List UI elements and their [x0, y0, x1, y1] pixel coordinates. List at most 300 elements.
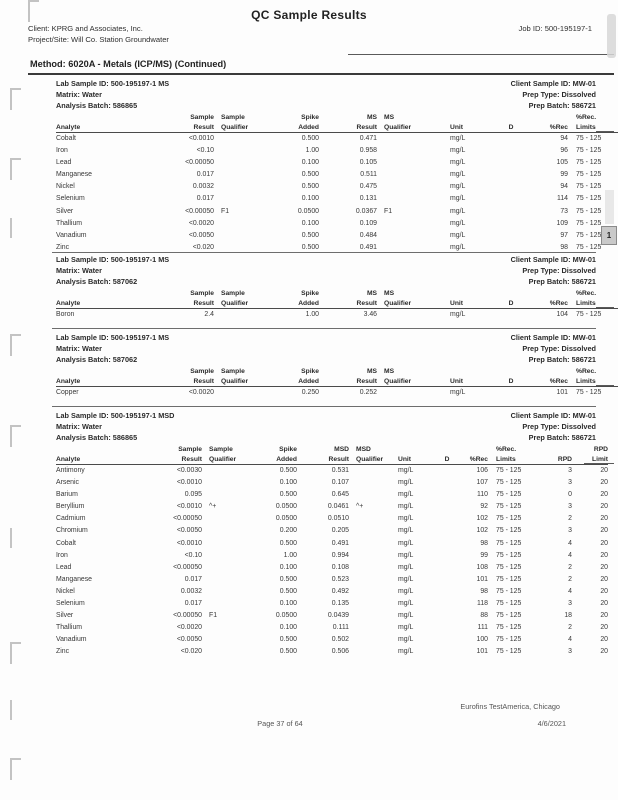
column-header [56, 445, 156, 455]
cell: mg/L [450, 159, 466, 167]
client-sample-id: Client Sample ID: MW-01 [510, 333, 596, 342]
cell [349, 634, 392, 646]
cell: Arsenic [56, 479, 79, 487]
cell [498, 206, 524, 218]
cell: 0.0367 [355, 207, 377, 215]
results-table [56, 113, 618, 254]
cell: mg/L [398, 648, 414, 656]
cell [498, 230, 524, 242]
cell [438, 562, 456, 574]
cell: Silver [56, 207, 74, 215]
cell: 0.645 [331, 491, 349, 499]
cell: Antimony [56, 467, 85, 474]
cell: Selenium [56, 600, 85, 608]
cell: 75 - 125 [496, 551, 522, 559]
cell: 0.531 [331, 467, 349, 474]
cell: 104 [556, 311, 568, 318]
cell [349, 550, 392, 562]
block-divider [52, 406, 596, 407]
cell: 20 [600, 612, 608, 620]
cell: 20 [600, 575, 608, 583]
cell: 0.500 [279, 636, 297, 644]
lab-sample-id: Lab Sample ID: 500-195197-1 MSD [56, 411, 175, 420]
column-header: RPD [544, 455, 572, 465]
lab-sample-id: Lab Sample ID: 500-195197-1 MS [56, 79, 170, 88]
prep-batch: Prep Batch: 586721 [528, 355, 596, 365]
cell: 1.00 [305, 147, 319, 155]
column-header: Sample [190, 114, 214, 121]
cell [202, 646, 253, 658]
qc-block-msd-586865 [56, 410, 608, 659]
cell [349, 525, 392, 537]
cell: 2.4 [204, 311, 214, 318]
cell: <0.0050 [188, 231, 214, 239]
column-header: MS [366, 114, 377, 121]
cell [438, 634, 456, 646]
matrix: Matrix: Water [56, 266, 102, 276]
cell: 20 [600, 527, 608, 535]
cell [377, 230, 434, 242]
cell: 0.491 [359, 243, 377, 251]
cell: 20 [600, 600, 608, 608]
cell: 0.500 [279, 648, 297, 656]
table-row [56, 646, 608, 658]
column-header: Qualifier [377, 123, 434, 133]
cell: <0.10 [184, 551, 202, 559]
scan-artifact-bracket [10, 88, 21, 110]
scan-artifact-line [596, 307, 614, 308]
cell: <0.0010 [176, 539, 202, 547]
cell: 20 [600, 515, 608, 523]
cell: 75 - 125 [576, 195, 602, 203]
table-row [56, 145, 618, 157]
scan-artifact-bracket [10, 218, 21, 238]
column-header: D [498, 299, 524, 309]
cell: <0.0020 [176, 624, 202, 632]
scan-artifact-bracket [10, 700, 21, 720]
matrix: Matrix: Water [56, 90, 102, 100]
cell: 75 - 125 [576, 171, 602, 179]
cell: 1.00 [305, 311, 319, 318]
cell [202, 525, 253, 537]
results-table [56, 367, 618, 399]
cell: Boron [56, 311, 75, 318]
cell: <0.00050 [173, 612, 202, 620]
cell [349, 598, 392, 610]
scan-artifact-bracket [10, 642, 21, 664]
column-header: %Rec. [576, 114, 597, 121]
column-header [56, 367, 174, 377]
header-row [56, 367, 618, 377]
cell: 75 - 125 [576, 183, 602, 191]
cell [377, 218, 434, 230]
cell: 118 [477, 600, 488, 608]
footer-page-number: Page 37 of 64 [257, 719, 303, 728]
column-header: Result [297, 455, 349, 465]
matrix: Matrix: Water [56, 344, 102, 354]
column-header: Limit [572, 455, 608, 465]
cell: 2 [568, 575, 572, 583]
scan-artifact-band [605, 190, 614, 224]
analysis-batch: Analysis Batch: 586865 [56, 101, 138, 111]
cell: <0.00050 [173, 515, 202, 523]
cell: mg/L [450, 389, 466, 396]
cell: Cobalt [56, 539, 76, 547]
column-header: %Rec. [496, 446, 517, 453]
cell: 105 [556, 159, 568, 167]
cell [438, 586, 456, 598]
column-header: Analyte [56, 455, 156, 465]
cell: 114 [557, 195, 568, 203]
cell: 111 [477, 624, 488, 632]
cell: 0.0032 [192, 183, 214, 191]
cell [498, 181, 524, 193]
cell: 97 [560, 231, 568, 239]
cell: 4 [568, 539, 572, 547]
cell: <0.0030 [176, 467, 202, 474]
cell: 75 - 125 [496, 587, 522, 595]
cell: Manganese [56, 575, 93, 583]
cell: 4 [568, 587, 572, 595]
cell: Nickel [56, 587, 75, 595]
table-row [56, 538, 608, 550]
cell: 99 [560, 171, 568, 179]
column-header: Qualifier [377, 299, 434, 309]
cell: 0.100 [279, 563, 297, 571]
column-header: MS [366, 368, 377, 375]
cell: 3 [568, 479, 572, 487]
header-row [56, 299, 618, 309]
cell [498, 218, 524, 230]
header-divider [348, 54, 614, 55]
scan-artifact-line [584, 463, 614, 464]
cell: 20 [600, 479, 608, 487]
cell: 94 [560, 183, 568, 191]
cell [438, 465, 456, 478]
table-row [56, 525, 608, 537]
cell [202, 586, 253, 598]
cell: Beryllium [56, 503, 85, 511]
header-row [56, 377, 618, 387]
table-row [56, 193, 618, 205]
cell [438, 574, 456, 586]
cell [202, 598, 253, 610]
cell: 0.0500 [275, 503, 297, 511]
column-header [498, 113, 524, 123]
analysis-batch: Analysis Batch: 587062 [56, 277, 138, 287]
cell [214, 387, 273, 400]
cell [438, 646, 456, 658]
results-table [56, 289, 618, 321]
cell: mg/L [398, 636, 414, 644]
table-row [56, 634, 608, 646]
cell: Zinc [56, 648, 70, 656]
cell: 0.252 [359, 389, 377, 396]
cell [438, 550, 456, 562]
cell: 20 [600, 539, 608, 547]
cell [214, 145, 273, 157]
cell: 100 [476, 636, 488, 644]
cell: 0.250 [301, 389, 319, 396]
cell [349, 610, 392, 622]
cell: 0.523 [331, 575, 349, 583]
method-underline [28, 73, 614, 75]
column-header: %Rec. [576, 368, 597, 375]
column-header [438, 445, 456, 455]
cell [214, 157, 273, 169]
cell: F1 [384, 207, 393, 215]
cell: 0.100 [279, 624, 297, 632]
cell [349, 465, 392, 478]
cell: Nickel [56, 183, 75, 191]
cell: 108 [476, 563, 488, 571]
column-header: Limits [568, 377, 618, 387]
cell: Iron [56, 551, 68, 559]
prep-batch: Prep Batch: 586721 [528, 101, 596, 111]
cell: <0.0020 [188, 389, 214, 396]
cell: 0.0032 [180, 587, 202, 595]
cell: 0.205 [331, 527, 349, 535]
cell [377, 387, 434, 400]
block-header [56, 78, 596, 112]
cell: 98 [480, 539, 488, 547]
cell: 0.484 [359, 231, 377, 239]
cell: 75 - 125 [496, 491, 522, 499]
cell: Lead [56, 159, 72, 167]
column-header: %Rec. [576, 290, 597, 297]
cell [498, 193, 524, 205]
cell: 0.0500 [297, 207, 319, 215]
column-header: Added [273, 123, 319, 133]
cell: 0.511 [360, 171, 377, 179]
cell [498, 133, 524, 146]
column-header: %Rec [456, 455, 488, 465]
cell [438, 622, 456, 634]
cell: F1 [209, 612, 218, 620]
cell: mg/L [450, 311, 466, 318]
cell [438, 598, 456, 610]
column-header: Spike [279, 446, 297, 453]
cell: 0.500 [279, 587, 297, 595]
cell: 20 [600, 491, 608, 499]
cell: 101 [476, 648, 488, 656]
cell [438, 477, 456, 489]
column-header: Result [156, 455, 202, 465]
cell: 4 [568, 636, 572, 644]
cell: mg/L [398, 539, 414, 547]
cell: 1.00 [283, 551, 297, 559]
cell: 0.0461 [327, 503, 349, 511]
cell: 0.135 [331, 600, 349, 608]
cell: 88 [480, 612, 488, 620]
column-header: D [438, 455, 456, 465]
block-divider [52, 252, 596, 253]
scan-artifact-line [596, 385, 614, 386]
cell: 0 [568, 491, 572, 499]
table-row [56, 562, 608, 574]
client-sample-id: Client Sample ID: MW-01 [510, 255, 596, 264]
cell: 101 [556, 389, 568, 396]
cell [202, 513, 253, 525]
cell [377, 181, 434, 193]
column-header: Added [273, 377, 319, 387]
table-row [56, 574, 608, 586]
column-header [524, 367, 568, 377]
cell [377, 157, 434, 169]
column-header: Limits [568, 299, 618, 309]
column-header: %Rec [524, 377, 568, 387]
cell: 0.492 [331, 587, 349, 595]
cell: <0.00050 [173, 563, 202, 571]
cell [438, 538, 456, 550]
column-header: Result [319, 377, 377, 387]
column-header [434, 367, 498, 377]
cell: <0.00050 [185, 159, 214, 167]
table-row [56, 622, 608, 634]
cell: Copper [56, 389, 79, 396]
column-header: Spike [301, 114, 319, 121]
cell: 75 - 125 [496, 624, 522, 632]
prep-type: Prep Type: Dissolved [522, 344, 596, 354]
cell [498, 387, 524, 400]
column-header: D [498, 123, 524, 133]
table-row [56, 550, 608, 562]
column-header [434, 289, 498, 299]
cell: <0.0010 [176, 503, 202, 511]
header-row [56, 455, 608, 465]
cell: 101 [476, 575, 488, 583]
cell: ^+ [356, 503, 364, 511]
column-header [544, 445, 572, 455]
qc-block-ms-587062-copper [56, 332, 602, 399]
qc-block-ms-586865 [56, 78, 602, 254]
column-header: MS [384, 368, 395, 375]
column-header: Limits [488, 455, 544, 465]
cell [349, 586, 392, 598]
cell: 0.506 [331, 648, 349, 656]
cell [202, 574, 253, 586]
scan-artifact-bracket [10, 758, 21, 780]
analysis-batch: Analysis Batch: 586865 [56, 433, 138, 443]
cell [377, 309, 434, 322]
prep-type: Prep Type: Dissolved [522, 266, 596, 276]
prep-type: Prep Type: Dissolved [522, 422, 596, 432]
cell: 75 - 125 [496, 636, 522, 644]
column-header: Added [273, 299, 319, 309]
cell [349, 574, 392, 586]
table-row [56, 598, 608, 610]
column-header: Result [319, 299, 377, 309]
cell: 75 - 125 [496, 612, 522, 620]
cell: 0.475 [359, 183, 377, 191]
cell: 0.017 [196, 171, 214, 179]
cell: Lead [56, 563, 72, 571]
cell: 0.0500 [275, 612, 297, 620]
column-header: Sample [190, 368, 214, 375]
cell: 20 [600, 467, 608, 474]
cell [498, 309, 524, 322]
cell: <0.020 [192, 243, 214, 251]
column-header: Unit [392, 455, 438, 465]
column-header: MSD [334, 446, 349, 453]
column-header: Spike [301, 368, 319, 375]
column-header: Sample [209, 446, 233, 453]
cell: 106 [476, 467, 488, 474]
cell [438, 525, 456, 537]
cell: 0.500 [279, 575, 297, 583]
cell: 0.017 [184, 600, 202, 608]
cell: 20 [600, 587, 608, 595]
cell [202, 538, 253, 550]
scan-artifact-bracket [10, 425, 21, 447]
cell: 2 [568, 515, 572, 523]
cell: 0.0500 [275, 515, 297, 523]
cell: mg/L [398, 563, 414, 571]
cell [438, 489, 456, 501]
cell [349, 622, 392, 634]
table-row [56, 501, 608, 513]
cell: 75 - 125 [576, 219, 602, 227]
cell: 0.994 [331, 551, 349, 559]
qc-results-table [56, 445, 608, 659]
cell: 99 [480, 551, 488, 559]
block-header [56, 332, 596, 366]
cell: 2 [568, 624, 572, 632]
cell: 0.095 [184, 491, 202, 499]
table-row [56, 489, 608, 501]
cell: Thallium [56, 219, 83, 227]
table-row [56, 513, 608, 525]
cell: 20 [600, 648, 608, 656]
cell: 0.105 [359, 159, 377, 167]
prep-batch: Prep Batch: 586721 [528, 433, 596, 443]
cell: mg/L [398, 600, 414, 608]
cell: 0.107 [331, 479, 349, 487]
scan-artifact-bracket [10, 334, 21, 356]
cell: 98 [480, 587, 488, 595]
cell: 98 [560, 243, 568, 251]
cell: 75 - 125 [576, 135, 602, 142]
column-header: Unit [434, 123, 498, 133]
cell: 3 [568, 503, 572, 511]
column-header: Result [174, 123, 214, 133]
client-sample-id: Client Sample ID: MW-01 [510, 411, 596, 420]
column-header: %Rec [524, 123, 568, 133]
cell [498, 169, 524, 181]
header-row [56, 113, 618, 123]
cell: mg/L [398, 612, 414, 620]
cell: Silver [56, 612, 74, 620]
column-header: Sample [178, 446, 202, 453]
cell: <0.10 [196, 147, 214, 155]
cell [349, 513, 392, 525]
project-line: Project/Site: Will Co. Station Groundwater [28, 35, 169, 44]
cell: 0.500 [279, 467, 297, 474]
cell: <0.0050 [176, 527, 202, 535]
cell [377, 169, 434, 181]
cell: 20 [600, 503, 608, 511]
column-header: Added [253, 455, 297, 465]
column-header [56, 113, 174, 123]
cell: 0.471 [359, 135, 377, 142]
cell: mg/L [450, 147, 466, 155]
table-row [56, 133, 618, 146]
cell: 75 - 125 [576, 389, 602, 396]
header-row [56, 123, 618, 133]
column-header: Analyte [56, 299, 174, 309]
column-header: Unit [434, 377, 498, 387]
column-header: RPD [593, 446, 608, 453]
